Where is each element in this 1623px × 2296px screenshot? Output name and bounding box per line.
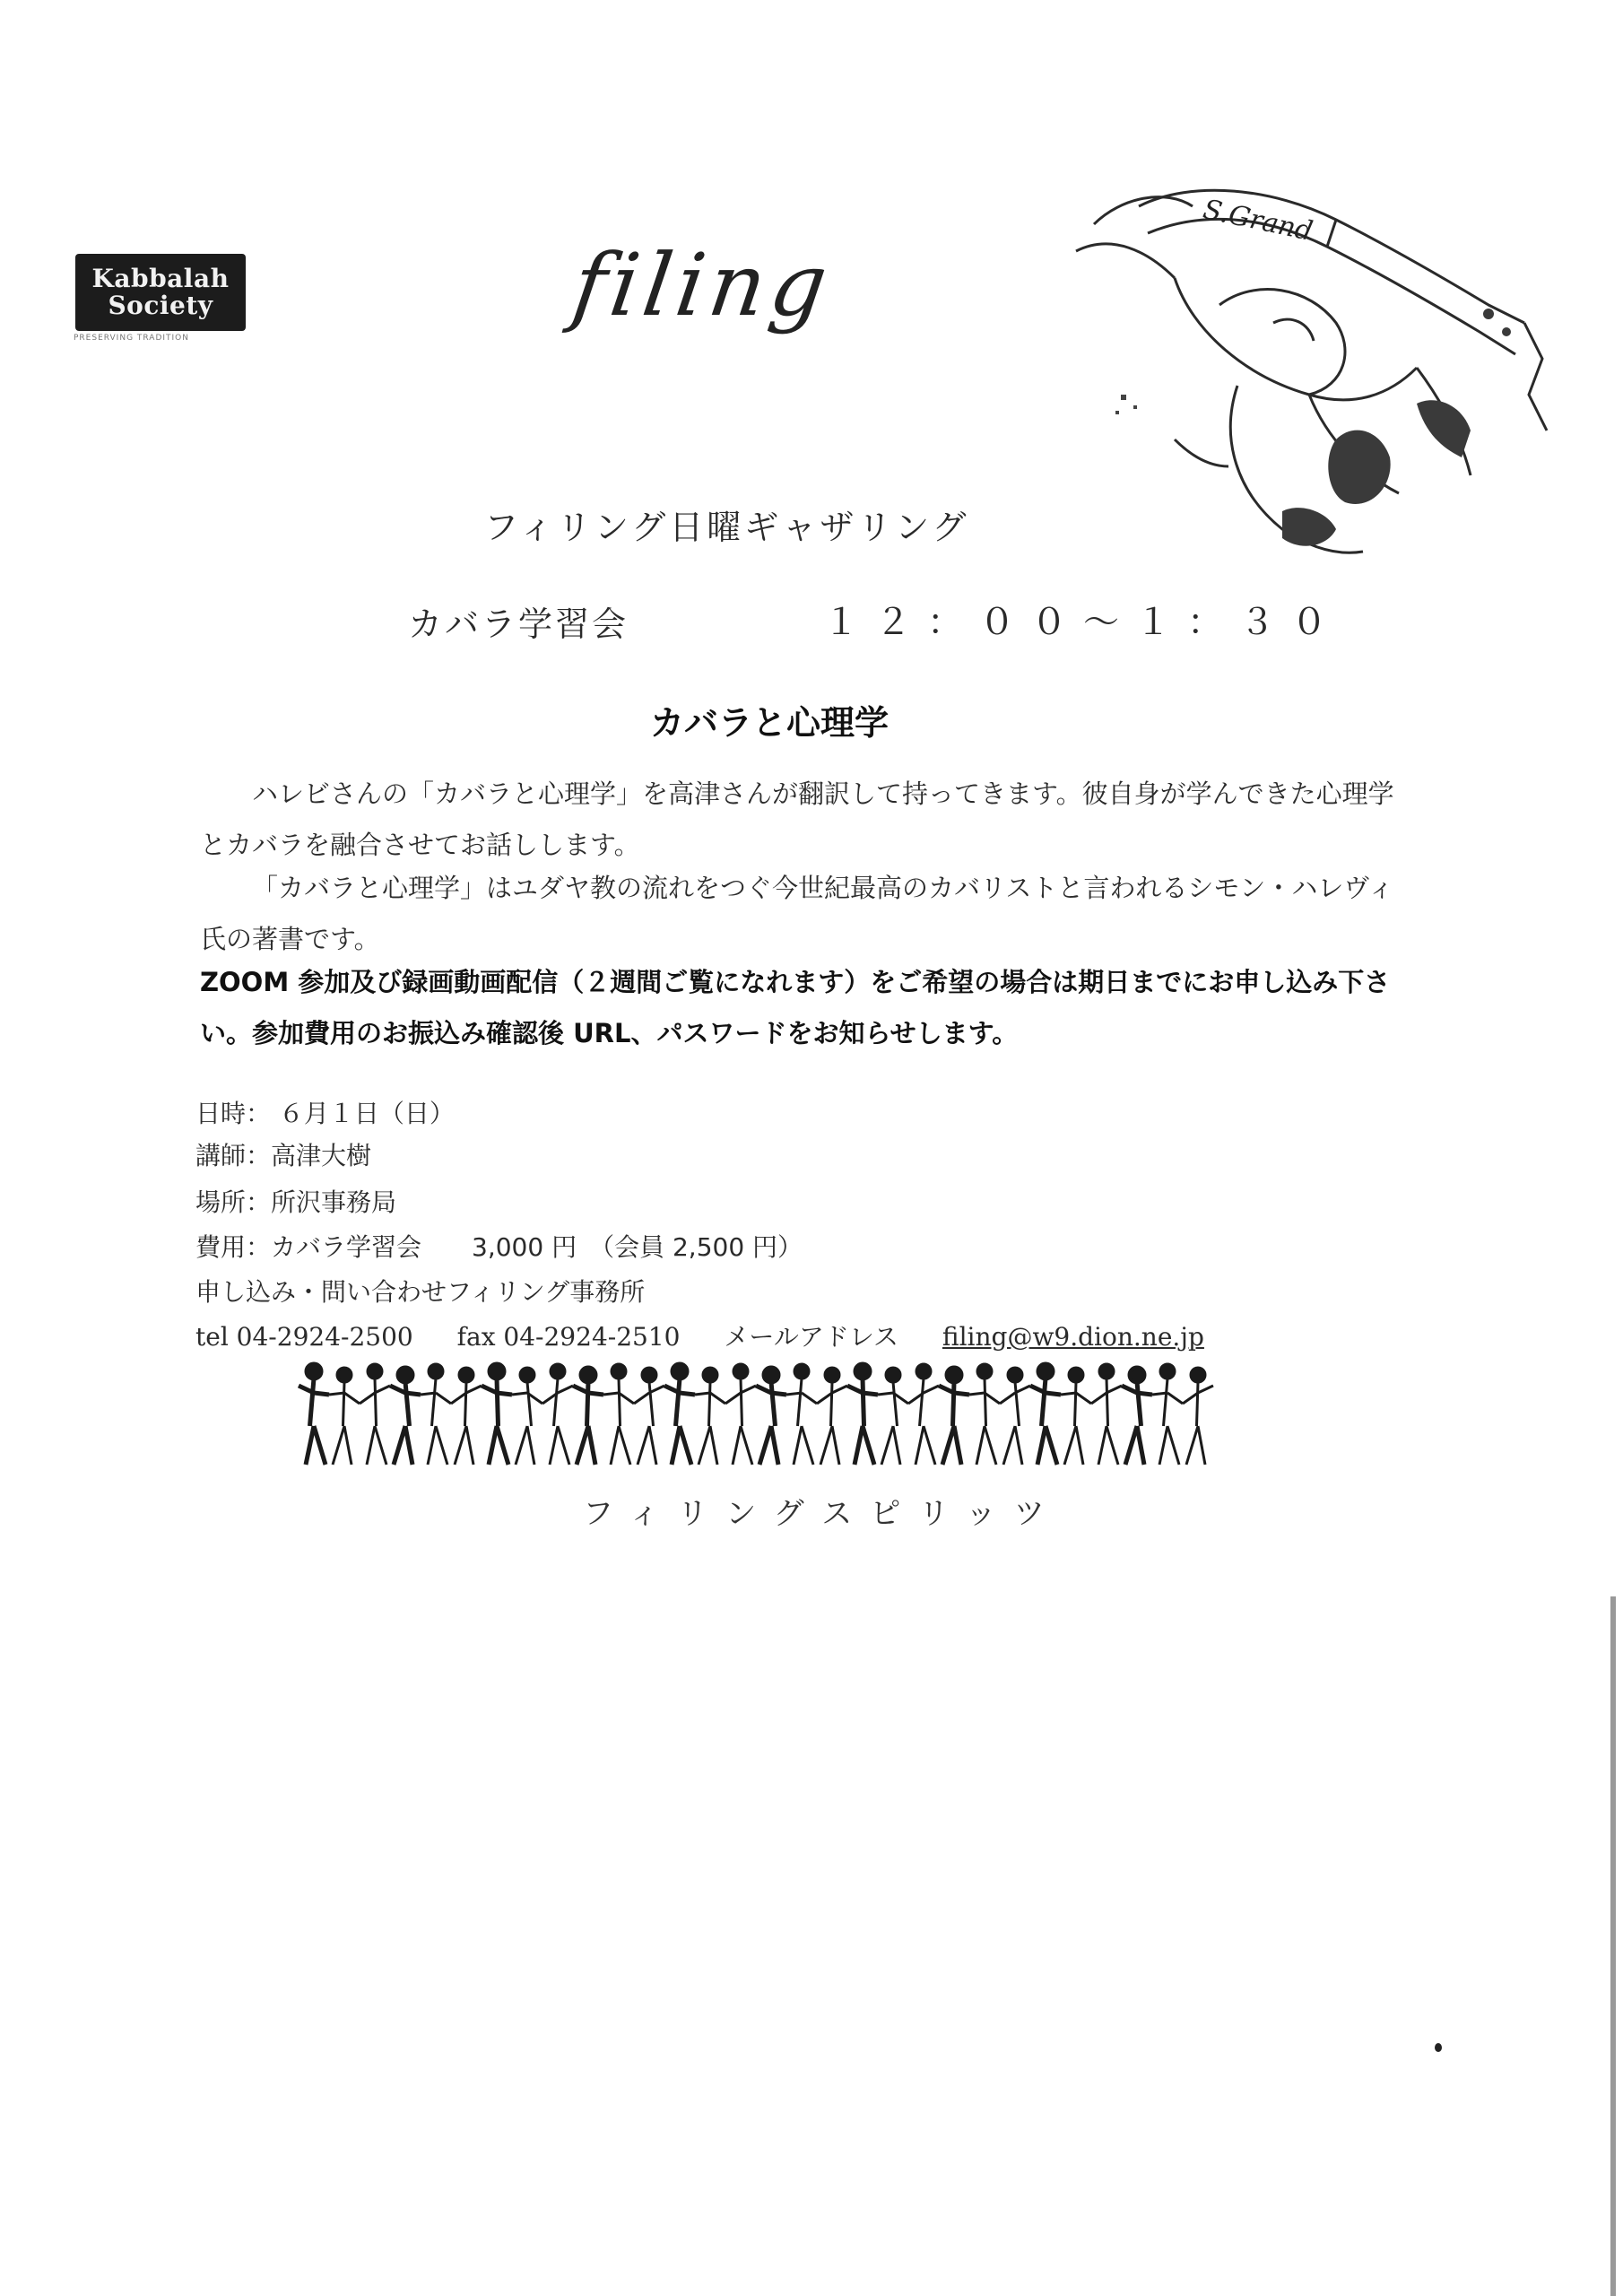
dancing-figure — [1030, 1364, 1061, 1465]
kabbalah-society-logo — [75, 254, 246, 331]
dancing-figure — [299, 1364, 329, 1465]
dancing-figure — [664, 1364, 695, 1465]
paragraph-intro — [200, 769, 1402, 871]
paragraph-book — [200, 863, 1402, 965]
tel-number: tel 04-2924-2500 — [195, 1322, 413, 1352]
detail-place — [195, 1180, 396, 1225]
lecture-title: カバラと心理学 — [650, 703, 890, 743]
email-link[interactable]: filing@w9.dion.ne.jp — [942, 1322, 1204, 1352]
dancing-figure — [512, 1368, 542, 1465]
session-time: １２：００～１：３０ — [823, 602, 1343, 643]
place-value: 所沢事務局 — [271, 1187, 397, 1217]
dancing-figure — [1091, 1364, 1122, 1465]
logo-tagline: PRESERVING TRADITION — [74, 334, 190, 343]
fax-number: fax 04-2924-2510 — [456, 1322, 681, 1352]
paragraph-2-text: 「カバラと心理学」はユダヤ教の流れをつぐ今世紀最高のカバリストと言われるシモン・ハレヴィ氏の著書です。 — [200, 873, 1394, 954]
detail-fee — [195, 1225, 803, 1270]
dancing-figure — [847, 1364, 878, 1465]
dancing-figure — [482, 1364, 512, 1465]
dancing-figure — [573, 1368, 603, 1465]
detail-contact — [195, 1315, 1204, 1360]
dancing-figure — [695, 1368, 725, 1465]
dancing-figure — [725, 1364, 756, 1465]
filing-script-logo: filing — [567, 235, 838, 335]
dancing-figure — [1183, 1368, 1213, 1465]
logo-line2: Society — [108, 291, 213, 320]
dancing-figure — [634, 1368, 664, 1465]
paragraph-3-text: ZOOM 参加及び録画動画配信（２週間ご覧になれます）をご希望の場合は期日までにお申し込み下さい。参加費用のお振込み確認後 URL、パスワードをお知らせします。 — [200, 967, 1391, 1048]
dancing-figure — [1000, 1368, 1030, 1465]
place-label: 場所： — [195, 1187, 272, 1217]
scan-dot — [1435, 2043, 1442, 2052]
event-title: フィリング日曜ギャザリング — [484, 508, 970, 547]
dancing-figure — [969, 1364, 1000, 1465]
cut-off-text-fragment: フィリングスピリッツ — [583, 1496, 1063, 1532]
dancing-figure — [817, 1368, 847, 1465]
dancing-figure — [421, 1364, 451, 1465]
dancing-figures-illustration — [296, 1359, 1219, 1475]
detail-lecturer — [195, 1134, 371, 1178]
dancing-figure — [603, 1364, 634, 1465]
lecturer-value: 高津大樹 — [271, 1141, 372, 1170]
date-value: ６月１日（日） — [278, 1099, 455, 1128]
dancing-figure — [451, 1368, 482, 1465]
lecturer-label: 講師： — [195, 1141, 272, 1170]
fee-value: カバラ学習会 3,000 円 （会員 2,500 円） — [271, 1232, 803, 1262]
dancing-figure — [360, 1364, 390, 1465]
dancing-figure — [786, 1364, 817, 1465]
fee-label: 費用： — [195, 1232, 272, 1262]
dancing-figure — [1152, 1364, 1183, 1465]
email-label: メールアドレス — [724, 1322, 898, 1352]
dancing-figure — [329, 1368, 360, 1465]
detail-date — [195, 1091, 455, 1136]
dancing-figure — [390, 1368, 421, 1465]
paragraph-1-text: ハレビさんの「カバラと心理学」を高津さんが翻訳して持ってきます。彼自身が学んできた心理学とカバラを融合させてお話しします。 — [200, 778, 1394, 860]
session-name: カバラ学習会 — [408, 604, 629, 644]
dancing-figure — [1061, 1368, 1091, 1465]
scan-edge — [1610, 1596, 1616, 2296]
dancing-figure — [756, 1368, 786, 1465]
detail-apply: 申し込み・問い合わせフィリング事務所 — [195, 1277, 646, 1307]
dancing-figure — [542, 1364, 573, 1465]
dancing-figure — [939, 1368, 969, 1465]
dancing-figure — [908, 1364, 939, 1465]
banner-text: S.Grand — [1200, 194, 1315, 248]
dancing-figure — [1122, 1368, 1152, 1465]
angel-illustration — [1040, 170, 1560, 583]
logo-line1: Kabbalah — [91, 264, 230, 293]
date-label: 日時： — [195, 1099, 272, 1128]
dancing-figure — [878, 1368, 908, 1465]
paragraph-zoom — [200, 957, 1402, 1059]
